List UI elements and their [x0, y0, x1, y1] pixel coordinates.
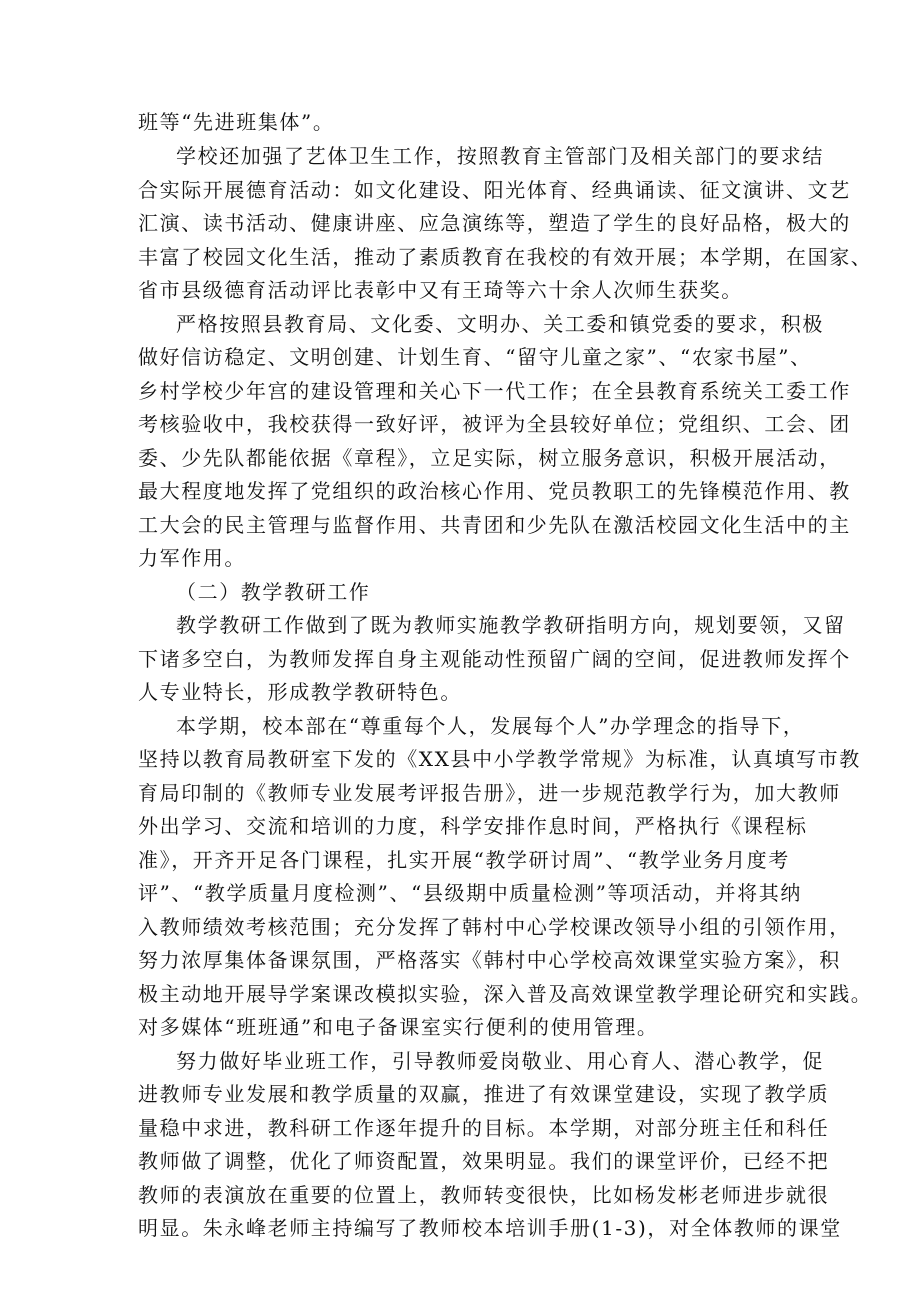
text-line: 教师做了调整，优化了师资配置，效果明显。我们的课堂评价，已经不把 — [138, 1149, 830, 1173]
text-line: 做好信访稳定、文明创建、计划生育、“留守儿童之家”、“农家书屋”、 — [138, 345, 812, 369]
paragraph-first-line: 努力做好毕业班工作，引导教师爱岗敬业、用心育人、潜心教学，促 — [176, 1049, 824, 1073]
text-line: 下诸多空白，为教师发挥自身主观能动性预留广阔的空间，促进教师发挥个 — [138, 647, 851, 671]
text-line: 入教师绩效考核范围；充分发挥了韩村中心学校课改领导小组的引领作用， — [138, 915, 851, 939]
text-line: 外出学习、交流和培训的力度，科学安排作息时间，严格执行《课程标 — [138, 814, 808, 838]
text-line: 坚持以教育局教研室下发的《XX县中小学教学常规》为标准，认真填写市教 — [138, 747, 861, 771]
text-line: 委、少先队都能依据《章程》，立足实际，树立服务意识，积极开展活动， — [138, 446, 841, 470]
text-line: 量稳中求进，教科研工作逐年提升的目标。本学期，对部分班主任和科任 — [138, 1116, 830, 1140]
text-line: 进教师专业发展和教学质量的双赢，推进了有效课堂建设，实现了教学质 — [138, 1082, 830, 1106]
text-line: 力军作用。 — [138, 546, 246, 570]
text-line: 努力浓厚集体备课氛围，严格落实《韩村中心学校高效课堂实验方案》，积 — [138, 948, 841, 972]
text-line: 省市县级德育活动评比表彰中又有王琦等六十余人次师生获奖。 — [138, 278, 743, 302]
text-line: 准》，开齐开足各门课程，扎实开展“教学研讨周”、“教学业务月度考 — [138, 848, 790, 872]
text-line: 教师的表演放在重要的位置上，教师转变很快，比如杨发彬老师进步就很 — [138, 1183, 830, 1207]
text-line: 育局印制的《教师专业发展考评报告册》，进一步规范教学行为，加大教师 — [138, 781, 841, 805]
text-line: 最大程度地发挥了党组织的政治核心作用、党员教职工的先锋模范作用、教 — [138, 479, 851, 503]
text-line: 合实际开展德育活动：如文化建设、阳光体育、经典诵读、征文演讲、文艺 — [138, 178, 851, 202]
text-line: 考核验收中，我校获得一致好评，被评为全县较好单位；党组织、工会、团 — [138, 412, 851, 436]
section-heading: （二）教学教研工作 — [176, 580, 371, 604]
text-line: 班等“先进班集体”。 — [138, 110, 335, 134]
text-line: 明显。朱永峰老师主持编写了教师校本培训手册(1-3)，对全体教师的课堂 — [138, 1216, 842, 1240]
text-line: 评”、“教学质量月度检测”、“县级期中质量检测”等项活动，并将其纳 — [138, 881, 802, 905]
text-line: 工大会的民主管理与监督作用、共青团和少先队在激活校园文化生活中的主 — [138, 513, 851, 537]
paragraph-first-line: 严格按照县教育局、文化委、文明办、关工委和镇党委的要求，积极 — [176, 312, 824, 336]
text-line: 对多媒体“班班通”和电子备课室实行便利的使用管理。 — [138, 1015, 659, 1039]
text-line: 汇演、读书活动、健康讲座、应急演练等，塑造了学生的良好品格，极大的 — [138, 211, 851, 235]
text-line: 极主动地开展导学案课改模拟实验，深入普及高效课堂教学理论研究和实践。 — [138, 982, 873, 1006]
text-line: 人专业特长，形成教学教研特色。 — [138, 680, 462, 704]
text-line: 丰富了校园文化生活，推动了素质教育在我校的有效开展；本学期，在国家、 — [138, 245, 873, 269]
text-line: 乡村学校少年宫的建设管理和关心下一代工作；在全县教育系统关工委工作 — [138, 379, 851, 403]
paragraph-first-line: 学校还加强了艺体卫生工作，按照教育主管部门及相关部门的要求结 — [176, 144, 824, 168]
paragraph-first-line: 教学教研工作做到了既为教师实施教学教研指明方向，规划要领，又留 — [176, 613, 846, 637]
paragraph-first-line: 本学期，校本部在“尊重每个人，发展每个人”办学理念的指导下， — [176, 714, 805, 738]
